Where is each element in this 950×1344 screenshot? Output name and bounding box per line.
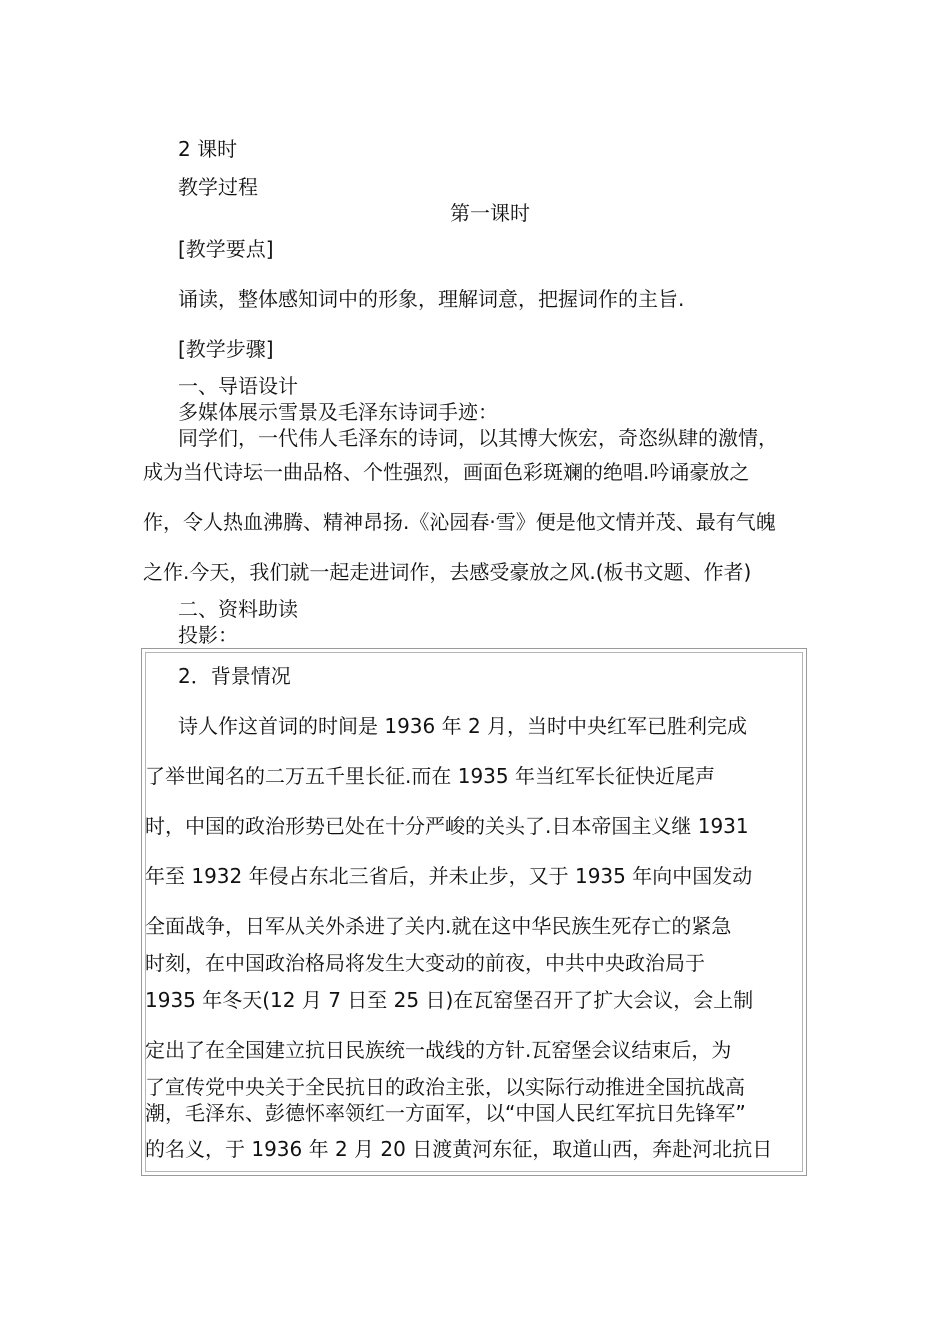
key-points-heading: [教学要点] bbox=[178, 237, 274, 261]
teaching-process-title: 教学过程 bbox=[178, 175, 258, 199]
steps-heading: [教学步骤] bbox=[178, 337, 274, 361]
intro-paragraph-line: 成为当代诗坛一曲品格、个性强烈，画面色彩斑斓的绝唱.吟诵豪放之 bbox=[143, 460, 750, 484]
lesson-hours: 2 课时 bbox=[178, 137, 238, 161]
intro-paragraph-line: 之作.今天，我们就一起走进词作，去感受豪放之风.(板书文题、作者) bbox=[143, 560, 752, 584]
background-line: 潮，毛泽东、彭德怀率领红一方面军，以“中国人民红军抗日先锋军” bbox=[145, 1101, 746, 1125]
background-title: 2．背景情况 bbox=[178, 664, 291, 688]
background-line: 时，中国的政治形势已处在十分严峻的关头了.日本帝国主义继 1931 bbox=[145, 814, 749, 838]
background-line: 年至 1932 年侵占东北三省后，并未止步，又于 1935 年向中国发动 bbox=[145, 864, 753, 888]
intro-paragraph-line: 同学们，一代伟人毛泽东的诗词，以其博大恢宏，奇恣纵肆的激情， bbox=[178, 426, 778, 450]
background-line: 全面战争，日军从关外杀进了关内.就在这中华民族生死存亡的紧急 bbox=[145, 914, 732, 938]
background-line: 定出了在全国建立抗日民族统一战线的方针.瓦窑堡会议结束后，为 bbox=[145, 1038, 732, 1062]
background-line: 时刻，在中国政治格局将发生大变动的前夜，中共中央政治局于 bbox=[145, 951, 705, 975]
background-line: 诗人作这首词的时间是 1936 年 2 月，当时中央红军已胜利完成 bbox=[178, 714, 748, 738]
lesson-title: 第一课时 bbox=[450, 201, 530, 225]
background-line: 了举世闻名的二万五千里长征.而在 1935 年当红军长征快近尾声 bbox=[145, 764, 715, 788]
section-materials-title: 二、资料助读 bbox=[178, 597, 298, 621]
background-line: 1935 年冬天(12 月 7 日至 25 日)在瓦窑堡召开了扩大会议，会上制 bbox=[145, 988, 754, 1012]
multimedia-line: 多媒体展示雪景及毛泽东诗词手迹： bbox=[178, 400, 498, 424]
section-intro-title: 一、导语设计 bbox=[178, 374, 298, 398]
projection-label: 投影： bbox=[178, 623, 238, 647]
key-points-text: 诵读，整体感知词中的形象，理解词意，把握词作的主旨. bbox=[178, 287, 685, 311]
background-line: 的名义，于 1936 年 2 月 20 日渡黄河东征，取道山西，奔赴河北抗日 bbox=[145, 1137, 773, 1161]
background-line: 了宣传党中央关于全民抗日的政治主张，以实际行动推进全国抗战高 bbox=[145, 1075, 745, 1099]
intro-paragraph-line: 作，令人热血沸腾、精神昂扬.《沁园春·雪》便是他文情并茂、最有气魄 bbox=[143, 510, 776, 534]
